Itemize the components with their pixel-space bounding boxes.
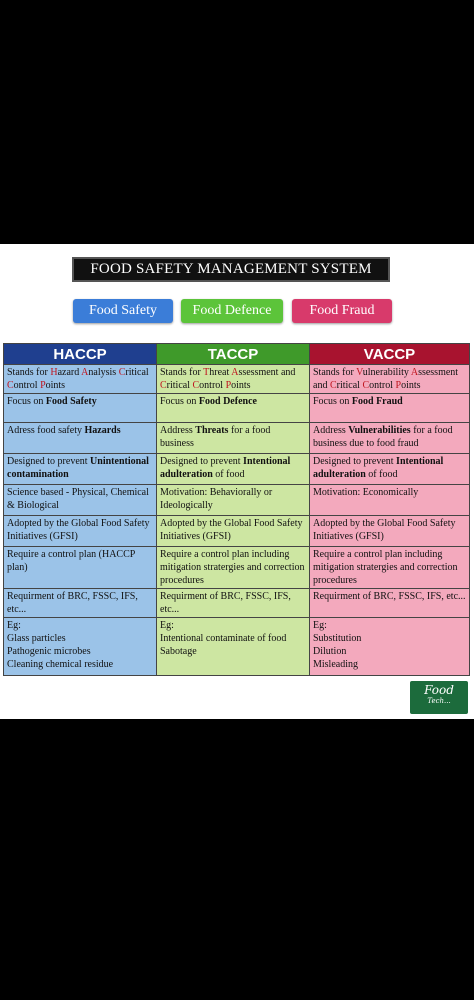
page-title: FOOD SAFETY MANAGEMENT SYSTEM <box>72 257 390 282</box>
taccp-examples-cell: Eg: Intentional contaminate of food Sabotage <box>157 618 310 676</box>
vaccp-requirement-cell: Requirment of BRC, FSSC, IFS, etc... <box>310 589 470 618</box>
taccp-prevent-cell: Designed to prevent Intentional adulteration of food <box>157 454 310 485</box>
taccp-gfsi-cell: Adopted by the Global Food Safety Initiatives (GFSI) <box>157 516 310 547</box>
logo-line-1: Food <box>424 683 454 697</box>
haccp-focus-cell: Focus on Food Safety <box>4 394 157 423</box>
vaccp-gfsi-cell: Adopted by the Global Food Safety Initiatives (GFSI) <box>310 516 470 547</box>
haccp-header: HACCP <box>4 344 157 365</box>
haccp-basis-cell: Science based - Physical, Chemical & Biological <box>4 485 157 516</box>
haccp-address-cell: Adress food safety Hazards <box>4 423 157 454</box>
haccp-prevent-cell: Designed to prevent Unintentional contamination <box>4 454 157 485</box>
food-safety-button[interactable]: Food Safety <box>73 299 173 323</box>
haccp-definition-cell: Stands for Hazard Analysis Critical Control Points <box>4 365 157 394</box>
infographic-panel <box>0 244 474 719</box>
taccp-motivation-cell: Motivation: Behaviorally or Ideologically <box>157 485 310 516</box>
taccp-definition-cell: Stands for Threat Assessment and Critical Control Points <box>157 365 310 394</box>
vaccp-prevent-cell: Designed to prevent Intentional adulteration of food <box>310 454 470 485</box>
haccp-examples-cell: Eg: Glass particles Pathogenic microbes Cleaning chemical residue <box>4 618 157 676</box>
food-fraud-button[interactable]: Food Fraud <box>292 299 392 323</box>
haccp-requirement-cell: Requirment of BRC, FSSC, IFS, etc... <box>4 589 157 618</box>
taccp-plan-cell: Require a control plan including mitigation stratergies and correction procedures <box>157 547 310 589</box>
haccp-gfsi-cell: Adopted by the Global Food Safety Initiatives (GFSI) <box>4 516 157 547</box>
logo-line-2: Tech... <box>427 697 451 705</box>
vaccp-focus-cell: Focus on Food Fraud <box>310 394 470 423</box>
food-defence-button[interactable]: Food Defence <box>181 299 283 323</box>
vaccp-motivation-cell: Motivation: Economically <box>310 485 470 516</box>
taccp-requirement-cell: Requirment of BRC, FSSC, IFS, etc... <box>157 589 310 618</box>
vaccp-plan-cell: Require a control plan including mitigation stratergies and correction procedures <box>310 547 470 589</box>
foodtech-logo <box>410 681 468 714</box>
taccp-address-cell: Address Threats for a food business <box>157 423 310 454</box>
vaccp-header: VACCP <box>310 344 470 365</box>
haccp-plan-cell: Require a control plan (HACCP plan) <box>4 547 157 589</box>
taccp-header: TACCP <box>157 344 310 365</box>
vaccp-address-cell: Address Vulnerabilities for a food business due to food fraud <box>310 423 470 454</box>
vaccp-definition-cell: Stands for Vulnerability Assessment and Critical Control Points <box>310 365 470 394</box>
comparison-table <box>3 343 470 676</box>
taccp-focus-cell: Focus on Food Defence <box>157 394 310 423</box>
vaccp-examples-cell: Eg: Substitution Dilution Misleading <box>310 618 470 676</box>
